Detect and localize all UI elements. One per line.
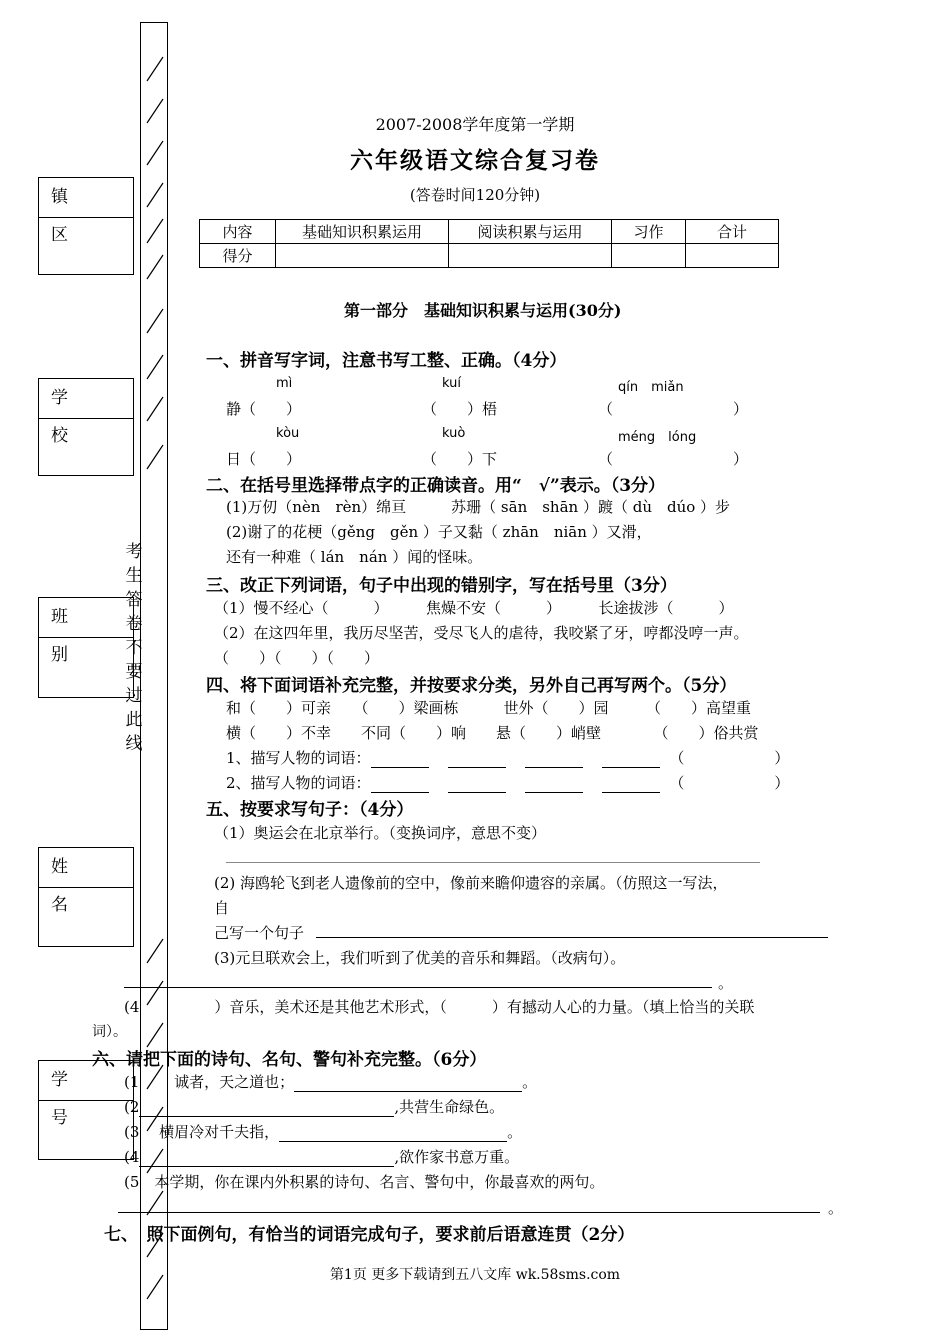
- q6-text: (2: [124, 1098, 140, 1116]
- q2-line: 还有一种难（ lán nán ）闻的怪味。: [226, 548, 483, 566]
- answer-line[interactable]: [124, 987, 712, 988]
- answer-blank[interactable]: （ ）（ ）（ ）: [214, 649, 380, 667]
- answer-line[interactable]: [316, 937, 828, 938]
- answer-line[interactable]: [279, 1127, 507, 1142]
- sidebox-name: [38, 847, 134, 947]
- sidebox-label: 姓名: [39, 848, 133, 888]
- page-footer: 第1页 更多下载请到五八文库 wk.58sms.com: [329, 1267, 621, 1283]
- q6-text: (4: [124, 1148, 140, 1166]
- q1-title: 一、拼音写字词，注意书写工整、正确。（4分）: [206, 351, 567, 371]
- pinyin: mì: [276, 376, 293, 391]
- q3-line: （1）慢不经心（ ） 焦燥不安（ ） 长途拔涉（ ）: [214, 599, 734, 617]
- term-line: 2007-2008学年度第一学期: [375, 115, 575, 134]
- punctuation: 。: [718, 974, 734, 992]
- q5-sentence: (4 ）音乐，美术还是其他艺术形式，（ ）有撼动人心的力量。（填上恰当的关联: [124, 998, 755, 1016]
- score-input-cell[interactable]: [612, 244, 686, 268]
- q4-label: 1、描写人物的词语：: [226, 749, 371, 767]
- table-row: [200, 244, 779, 268]
- answer-line[interactable]: [602, 778, 660, 793]
- punctuation: 。: [828, 1199, 844, 1217]
- sidebox-school: [38, 378, 134, 476]
- q5-sentence: (2) 海鸥轮飞到老人遗像前的空中，像前来瞻仰遗容的亲属。（仿照这一写法，: [214, 874, 728, 892]
- answer-blank[interactable]: （ ）: [598, 450, 749, 468]
- answer-line[interactable]: [525, 778, 583, 793]
- table-cell: 习作: [612, 220, 686, 244]
- sidebox-label: 学号: [39, 1061, 133, 1101]
- binding-notice: 考生答卷不要过此线: [125, 542, 143, 754]
- sidebox-label: 班别: [39, 598, 133, 638]
- table-row: [200, 220, 779, 244]
- q6-line: (5 本学期，你在课内外积累的诗句、名言、警句中，你最喜欢的两句。: [124, 1173, 605, 1191]
- answer-line[interactable]: [118, 1212, 820, 1213]
- answer-line[interactable]: [448, 753, 506, 768]
- q3-line: （2）在这四年里，我历尽坚苦，受尽飞人的虐待，我咬紧了牙，哼都没哼一声。: [214, 624, 749, 642]
- pinyin: méng lóng: [618, 430, 697, 445]
- answer-blank[interactable]: （ ）: [598, 400, 749, 418]
- table-cell: 阅读积累与运用: [449, 220, 612, 244]
- q7-title: 七、 照下面例句，有恰当的词语完成句子，要求前后语意连贯（2分）: [104, 1225, 635, 1245]
- sidebox-label: 镇区: [39, 178, 133, 218]
- q2-line: (2)谢了的花梗（gěng gěn ）子又黏（ zhān niān ）又滑，: [226, 523, 652, 541]
- q6-line: [124, 1146, 519, 1167]
- q6-line: [124, 1096, 504, 1117]
- q5-sentence: 词）。: [92, 1024, 127, 1040]
- answer-line[interactable]: [139, 1102, 394, 1117]
- table-cell: 内容: [200, 220, 276, 244]
- score-input-cell[interactable]: [276, 244, 449, 268]
- q5-title: 五、按要求写句子：（4分）: [206, 800, 414, 820]
- pinyin: kòu: [276, 426, 300, 441]
- q5-sentence: 自: [214, 899, 230, 917]
- answer-line[interactable]: [294, 1077, 522, 1092]
- answer-line[interactable]: [371, 753, 429, 768]
- sidebox-class: [38, 597, 134, 698]
- q6-text: ,共营生命绿色。: [394, 1098, 505, 1116]
- answer-line[interactable]: [226, 862, 760, 863]
- q3-title: 三、改正下列词语，句子中出现的错别字，写在括号里（3分）: [206, 576, 677, 596]
- q4-line: 横（ ）不幸 不同（ ）响 悬（ ）峭壁 （ ）俗共赏: [226, 724, 759, 742]
- q4-line: 和（ ）可亲 （ ）梁画栋 世外（ ）园 （ ）高望重: [226, 699, 752, 717]
- answer-blank[interactable]: （ ）: [669, 774, 790, 792]
- q6-title: 六、请把下面的诗句、名句、警句补充完整。（6分）: [92, 1050, 487, 1070]
- q6-line: [124, 1071, 537, 1092]
- q6-text: (3 横眉冷对千夫指，: [124, 1123, 280, 1141]
- q2-line: (1)万仞（nèn rèn）绵亘 苏珊（ sān shān ）踱（ dù dúo ）步: [226, 498, 731, 516]
- q5-sentence: 己写一个句子: [214, 924, 305, 942]
- q4-title: 四、将下面词语补充完整，并按要求分类，另外自己再写两个。（5分）: [206, 676, 737, 696]
- sidebox-label: 学校: [39, 379, 133, 419]
- q6-text: ,欲作家书意万重。: [394, 1148, 520, 1166]
- q4-label: 2、描写人物的词语：: [226, 774, 371, 792]
- punctuation: 。: [522, 1073, 538, 1091]
- page-title: 六年级语文综合复习卷: [350, 147, 600, 174]
- table-cell: 得分: [200, 244, 276, 268]
- sidebox-student-id: [38, 1060, 134, 1160]
- q4-classify-row: [226, 747, 789, 768]
- answer-line[interactable]: [602, 753, 660, 768]
- pinyin: qín miǎn: [618, 380, 684, 395]
- answer-blank[interactable]: 静（ ）: [226, 400, 302, 418]
- answer-blank[interactable]: （ ）梧: [422, 400, 498, 418]
- part1-title: 第一部分 基础知识积累与运用(30分): [344, 301, 622, 320]
- q2-title: 二、在括号里选择带点字的正确读音。用“ √”表示。（3分）: [206, 476, 666, 496]
- q5-sentence: (3)元旦联欢会上，我们听到了优美的音乐和舞蹈。（改病句）。: [214, 949, 626, 967]
- duration-line: (答卷时间120分钟): [409, 186, 541, 204]
- table-cell: 基础知识积累运用: [276, 220, 449, 244]
- score-input-cell[interactable]: [686, 244, 779, 268]
- table-cell: 合计: [686, 220, 779, 244]
- answer-blank[interactable]: （ ）下: [422, 450, 498, 468]
- answer-blank[interactable]: 日（ ）: [226, 450, 302, 468]
- q5-sentence: （1）奥运会在北京举行。（变换词序，意思不变）: [214, 824, 547, 842]
- q4-classify-row: [226, 772, 789, 793]
- pinyin: kuí: [442, 376, 461, 391]
- answer-line[interactable]: [448, 778, 506, 793]
- q6-line: [124, 1121, 522, 1142]
- answer-line[interactable]: [139, 1152, 394, 1167]
- pinyin: kuò: [442, 426, 466, 441]
- answer-line[interactable]: [371, 778, 429, 793]
- answer-line[interactable]: [525, 753, 583, 768]
- punctuation: 。: [507, 1123, 523, 1141]
- score-table: [199, 219, 779, 268]
- answer-blank[interactable]: （ ）: [669, 749, 790, 767]
- score-input-cell[interactable]: [449, 244, 612, 268]
- q6-text: (1 诚者，天之道也；: [124, 1073, 295, 1091]
